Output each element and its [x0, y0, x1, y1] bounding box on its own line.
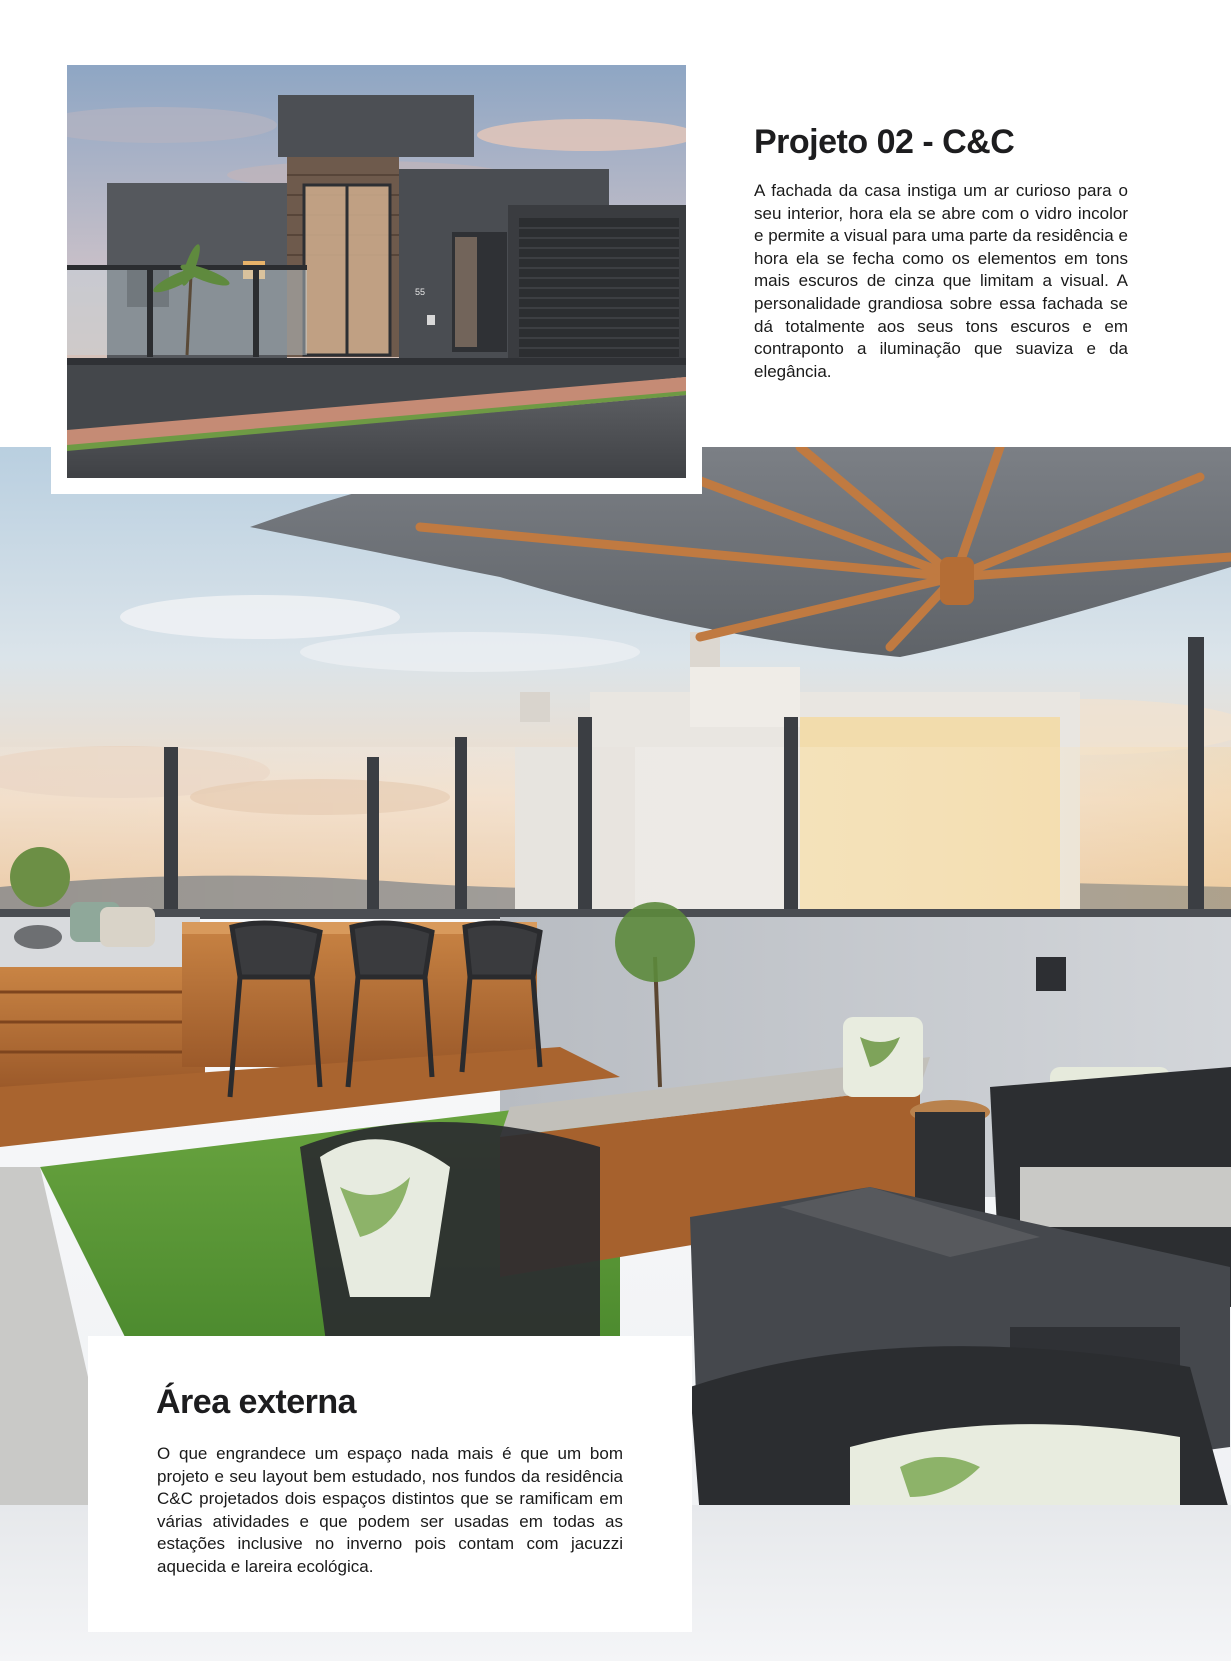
project-description: A fachada da casa instiga um ar curioso para o seu interior, hora ela se abre com o vidro incolor e permite a visual para uma parte da residência e hora ela se fecha como os elementos em tons mais escuros de cinza que limitam a visual. A personalidade grandiosa sobre essa fachada se dá totalmente aos seus tons escuros e em contraponto a iluminação que suaviza e da elegância. — [754, 181, 1128, 381]
facade-photo-frame — [51, 49, 702, 494]
facade-photo — [67, 65, 686, 478]
project-section — [754, 122, 1128, 383]
area-externa-title: Área externa — [156, 1383, 357, 1421]
area-externa-description: O que engrandece um espaço nada mais é que um bom projeto e seu layout bem estudado, nos fundos da residência C&C projetados dois espaços distintos que se ramificam em várias atividades e que podem ser usadas em todas as estações inclusive no inverno pois contam com jacuzzi aquecida e lareira ecológica. — [157, 1444, 623, 1576]
project-title: Projeto 02 - C&C — [754, 123, 1015, 161]
area-externa-card — [88, 1336, 692, 1632]
house-number: 55 — [415, 287, 426, 297]
